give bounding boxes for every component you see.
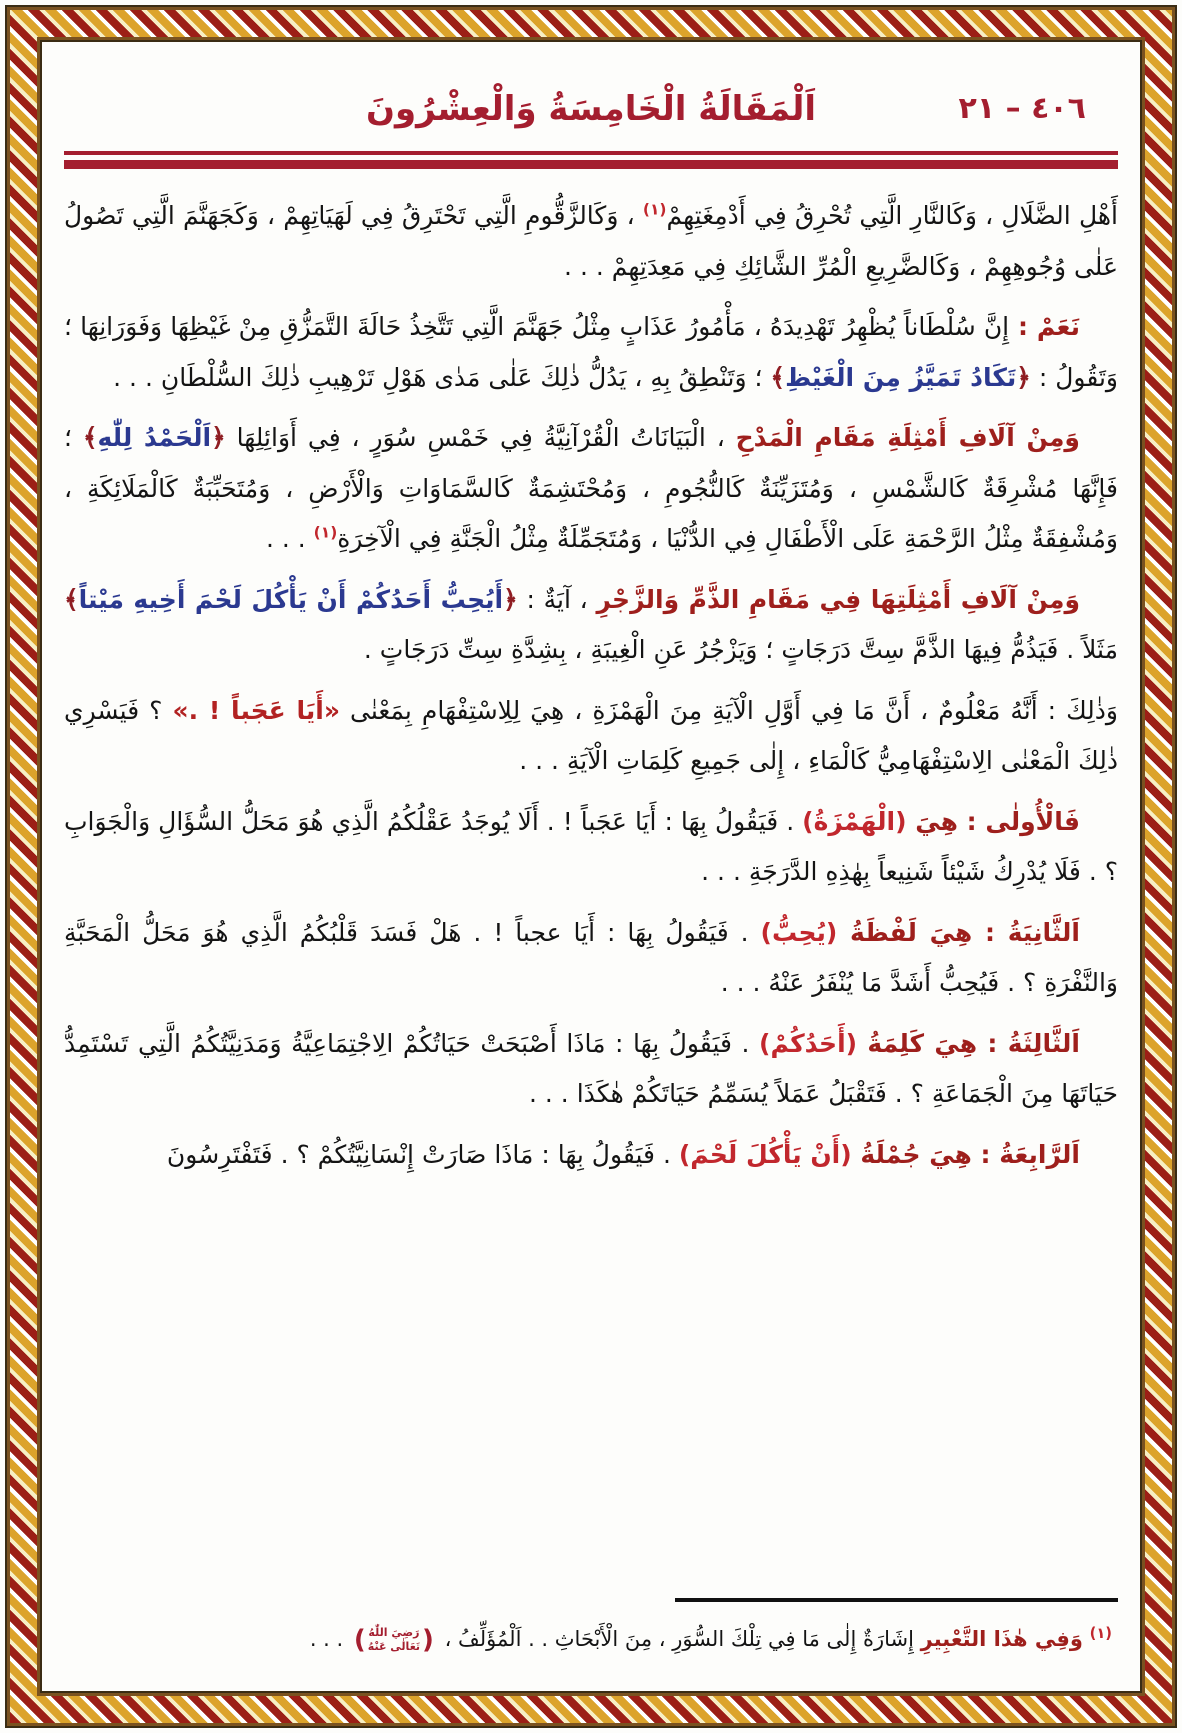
paragraph	[64, 191, 1118, 292]
text-segment-body: إِنَّ سُلْطَاناً يُظْهِرُ تَهْدِيدَهُ ، مَأْمُورُ عَذَابٍ مِثْلُ جَهَنَّمَ الَّتِي تَتَّخِذُ حَالَةَ التَّمَزُّقِ مِنْ غَيْظِهَا وَفَوَرَانِهَا ؛ وَتَقُولُ :	[64, 312, 1118, 392]
text-segment-bracket: ﴿	[503, 584, 518, 614]
text-segment-bracket: ﴾	[82, 423, 98, 452]
seal-line-2: تَعَالٰى عَنْهُ	[367, 1640, 421, 1654]
text-segment-bracket: ﴿	[1016, 362, 1031, 392]
page-content	[64, 55, 1118, 1678]
paragraph	[64, 302, 1118, 403]
text-segment-body: ، الْبَيَانَاتُ الْقُرْآنِيَّةُ فِي خَمْسِ سُوَرٍ ، فِي أَوَائِلِهَا	[225, 423, 736, 452]
footnote-tail: . . .	[309, 1627, 344, 1652]
text-segment-body: ؛ فَإِنَّهَا مُشْرِقَةٌ كَالشَّمْسِ ، وَمُتَزَيِّنَةٌ كَالنُّجُومِ ، وَمُحْتَشِمَةٌ كَالسَّمَاوَاتِ وَالْأَرْضِ ، وَمُتَحَبِّبَةٌ كَالْمَلَائِكَةِ ، وَمُشْفِقَةٌ مِثْلُ الرَّحْمَةِ عَلَى الْأَطْفَالِ فِي الدُّنْيَا ، وَمُتَجَمِّلَةٌ مِثْلُ الْجَنَّةِ فِي الْآخِرَةِ	[64, 423, 1118, 553]
author-seal	[354, 1626, 434, 1654]
footnote-marker: (١)	[642, 200, 667, 219]
seal-text	[368, 1626, 420, 1654]
text-segment-lead: وَمِنْ آلَافِ أَمْثِلَةِ مَقَامِ الْمَدْحِ	[735, 423, 1080, 452]
header-rule-thin	[64, 151, 1118, 155]
text-segment-body: . فَيَقُولُ بِهَا : مَاذَا صَارَتْ إِنْسَانِيَّتُكُمْ ؟ . فَتَفْتَرِسُونَ	[166, 1139, 679, 1169]
text-segment-body: وَذٰلِكَ : أَنَّهُ مَعْلُومٌ ، أَنَّ مَا فِي أَوَّلِ الْآيَةِ مِنَ الْهَمْزَةِ ، هِيَ لِلِاسْتِفْهَامِ بِمَعْنٰى	[340, 695, 1118, 725]
text-segment-body: مَثَلاً . فَيَذُمُّ فِيهَا الذَّمَّ سِتَّ دَرَجَاتٍ ؛ وَيَزْجُرُ عَنِ الْغِيبَةِ ، بِشِدَّةِ سِتِّ دَرَجَاتٍ .	[363, 635, 1118, 664]
text-segment-lead: اَلثَّانِيَةُ : هِيَ لَفْظَةُ	[837, 917, 1081, 947]
text-segment-body: ، آيَةٌ :	[517, 584, 597, 614]
text-segment-body: . فَيَقُولُ بِهَا : أَيَا عَجَباً ! . أَلَا يُوجَدُ عَقْلُكُمُ الَّذِي هُوَ مَحَلُّ السُّؤَالِ وَالْجَوَابِ ؟ . فَلَا يُدْرِكُ شَيْئاً شَنِيعاً بِهٰذِهِ الدَّرَجَةِ . . .	[64, 806, 1118, 886]
text-segment-body: . فَيَقُولُ بِهَا : أَيَا عجباً ! . هَلْ فَسَدَ قَلْبُكُمُ الَّذِي هُوَ مَحَلُّ الْمَحَبَّةِ وَالنَّفْرَةِ ؟ . فَيُحِبُّ أَشَدَّ مَا يُنْفَرُ عَنْهُ . . .	[64, 917, 1118, 997]
paragraph	[64, 686, 1118, 787]
footnote-marker: (١)	[1089, 1625, 1112, 1643]
footnote-separator	[675, 1598, 1118, 1602]
text-segment-refquote: «أَيَا عَجَباً ! .»	[172, 695, 341, 725]
header-rule-thick	[64, 160, 1118, 169]
paragraph	[64, 1130, 1118, 1181]
text-segment-lead: اَلثَّالِثَةُ : هِيَ كَلِمَةُ	[857, 1028, 1080, 1058]
footnote-lead: وَفِي هٰذَا التَّعْبِيرِ	[920, 1627, 1083, 1652]
text-segment-term: (الْهَمْزَةُ)	[802, 806, 907, 836]
page-title: اَلْمَقَالَةُ الْخَامِسَةُ وَالْعِشْرُونَ	[365, 89, 817, 129]
seal-line-1: رَضِيَ اللّٰهُ	[368, 1626, 420, 1640]
text-segment-body: . فَيَقُولُ بِهَا : مَاذَا أَصْبَحَتْ حَيَاتُكُمْ الِاجْتِمَاعِيَّةُ وَمَدَنِيَّتُكُمُ الَّتِي تَسْتَمِدُّ حَيَاتَهَا مِنَ الْجَمَاعَةِ ؟ . فَتَقْبَلُ عَمَلاً يُسَمِّمُ حَيَاتَكُمْ هٰكَذَا . . .	[64, 1028, 1118, 1108]
text-segment-body: . . .	[265, 524, 314, 553]
text-segment-body: أَهْلِ الضَّلَالِ ، وَكَالنَّارِ الَّتِي تُحْرِقُ فِي أَدْمِغَتِهِمْ	[666, 201, 1119, 230]
text-segment-lead: وَمِنْ آلَافِ أَمْثِلَتِهَا فِي مَقَامِ الذَّمِّ وَالزَّجْرِ	[596, 584, 1080, 614]
text-segment-quote: أَيُحِبُّ أَحَدُكُمْ أَنْ يَأْكُلَ لَحْمَ أَخِيهِ مَيْتاً	[78, 584, 504, 614]
paragraph	[64, 575, 1118, 676]
text-segment-bracket: ﴾	[64, 584, 79, 614]
text-segment-lead: فَالْأُولٰى : هِيَ	[906, 806, 1081, 836]
paragraphs	[64, 191, 1118, 1180]
text-segment-lead: نَعَمْ :	[1009, 312, 1080, 341]
text-segment-term: (يُحِبُّ)	[760, 917, 838, 947]
page-number: ٤٠٦ – ٢١	[958, 91, 1086, 126]
paragraph	[64, 413, 1118, 565]
seal-close-paren: )	[353, 1625, 366, 1656]
text-segment-body: ؛ وَتَنْطِقُ بِهِ ، يَدُلُّ ذٰلِكَ عَلٰى مَدٰى هَوْلِ تَرْهِيبِ ذٰلِكَ السُّلْطَانِ . . .	[113, 362, 771, 392]
footnote-marker: (١)	[313, 523, 338, 542]
text-segment-body: ، وَكَالزَّقُّومِ الَّتِي تَحْتَرِقُ فِي لَهَيَاتِهِمْ ، وَكَجَهَنَّمَ الَّتِي تَصُولُ عَلٰى وُجُوهِهِمْ ، وَكَالضَّرِيعِ الْمُرِّ الشَّائِكِ فِي مَعِدَتِهِمْ . . .	[64, 201, 1118, 281]
text-segment-quote: اَلْحَمْدُ لِلّٰهِ	[97, 423, 212, 452]
paragraph	[64, 797, 1118, 898]
text-segment-body: ؟ فَيَسْرِي ذٰلِكَ الْمَعْنٰى الِاسْتِفْهَامِيُّ كَالْمَاءِ ، إِلٰى جَمِيعِ كَلِمَاتِ الْآيَةِ . . .	[64, 695, 1118, 775]
text-segment-term: (أَنْ يَأْكُلَ لَحْمَ)	[678, 1139, 852, 1169]
text-segment-bracket: ﴿	[211, 423, 226, 452]
text-segment-term: (أَحَدُكُمْ)	[759, 1028, 858, 1058]
text-segment-quote: تَكَادُ تَمَيَّزُ مِنَ الْغَيْظِ	[785, 362, 1017, 392]
paragraph	[64, 908, 1118, 1009]
footnote-body: إِشَارَةٌ إِلٰى مَا فِي تِلْكَ السُّوَرِ ، مِنَ الْأَبْحَاثِ . . اَلْمُؤَلِّفُ ،	[437, 1627, 914, 1652]
seal-open-paren: (	[422, 1625, 434, 1656]
text-segment-bracket: ﴾	[770, 362, 786, 392]
footnote-line	[64, 1620, 1118, 1660]
text-segment-lead: اَلرَّابِعَةُ : هِيَ جُمْلَةُ	[851, 1139, 1080, 1169]
page-header	[64, 77, 1118, 141]
footnote-area	[64, 1598, 1118, 1660]
paragraph	[64, 1019, 1118, 1120]
